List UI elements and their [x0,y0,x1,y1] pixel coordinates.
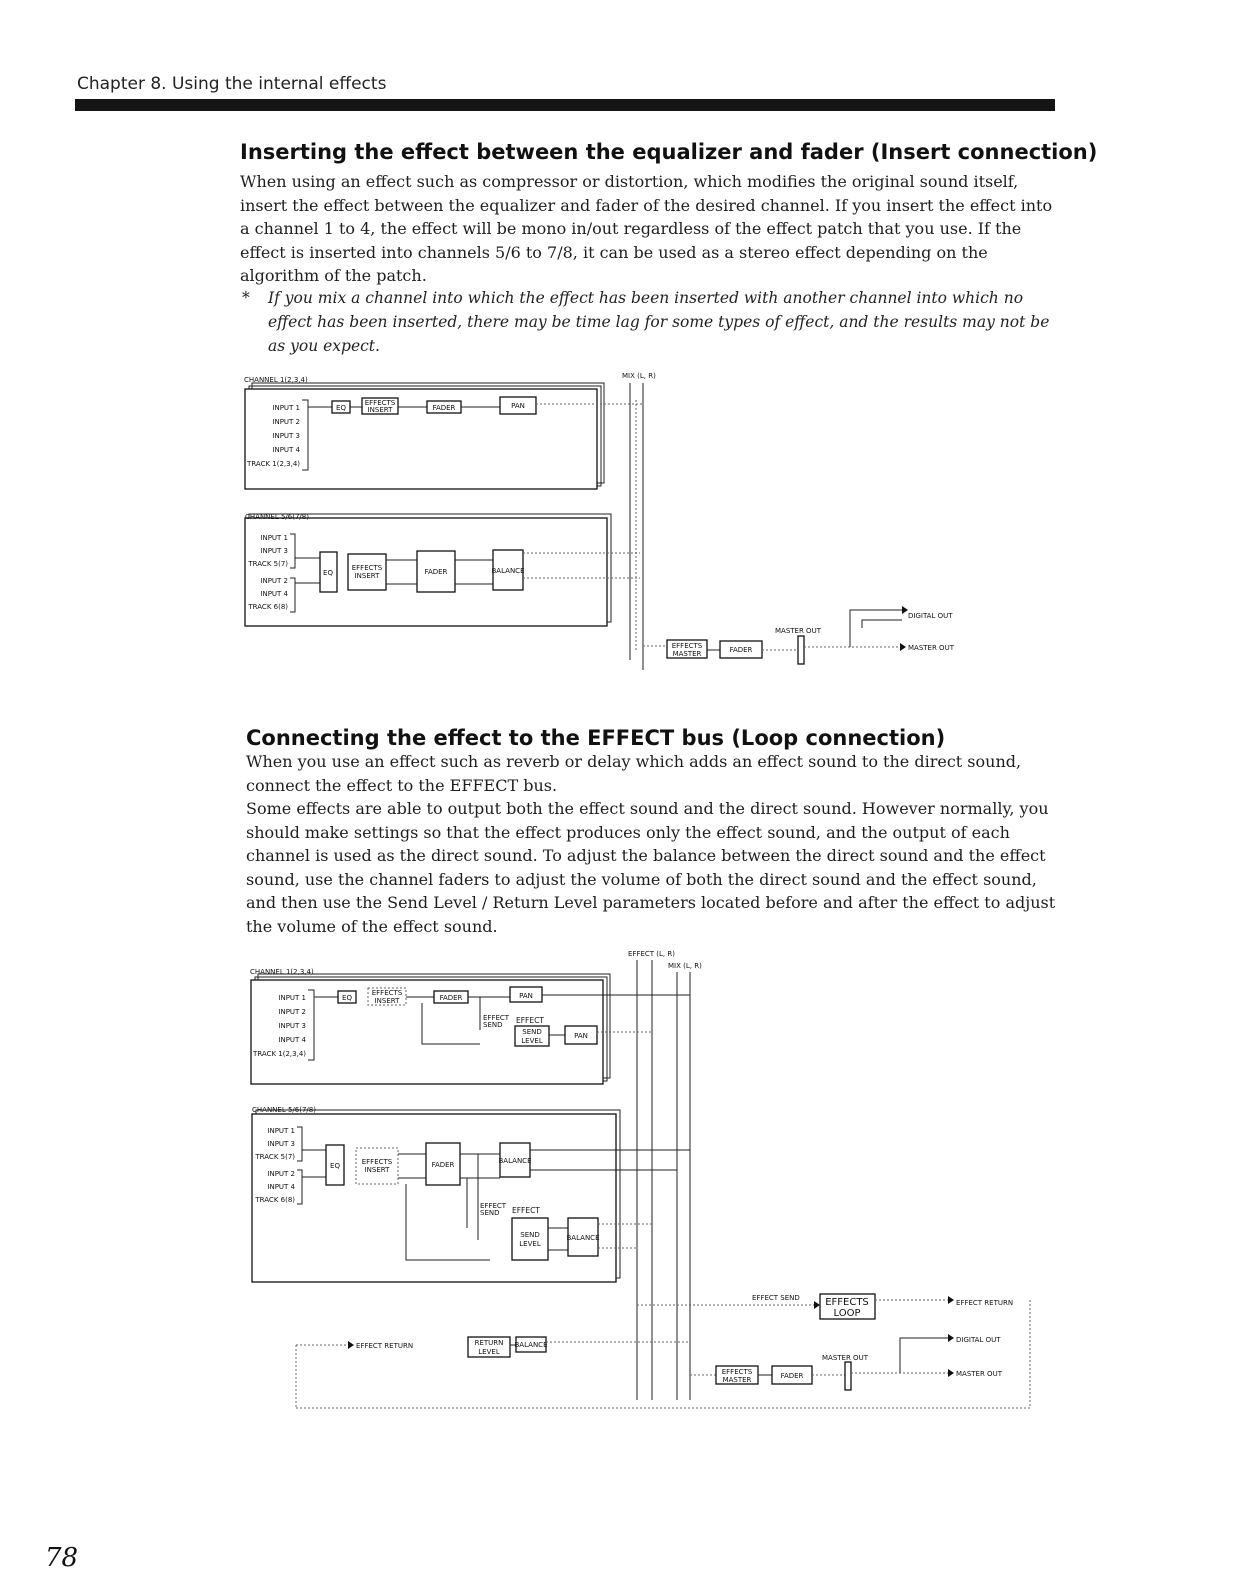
insert-heading: Inserting the effect between the equalizer and fader (Insert connection) [240,140,1098,164]
diagram2-send-level-stereo: SEND [520,1231,540,1239]
svg-text:SEND: SEND [480,1209,500,1217]
diagram1-digital-out: DIGITAL OUT [908,612,953,620]
diagram2-pan-send: PAN [574,1032,588,1040]
svg-text:INSERT: INSERT [364,1166,390,1174]
diagram2-master-out-label: MASTER OUT [822,1354,868,1362]
diagram2-effects-master: EFFECTS [721,1368,753,1376]
diagram2-effect-return-in: EFFECT RETURN [356,1342,414,1350]
diagram2-input-label: INPUT 3 [267,1140,295,1148]
svg-text:LEVEL: LEVEL [521,1037,543,1045]
diagram2-input-label: INPUT 4 [267,1183,295,1191]
diagram2-input-label: INPUT 3 [278,1022,306,1030]
diagram2-effect-bus-label: EFFECT (L, R) [628,950,675,958]
diagram1-fader-block: FADER [432,404,456,412]
svg-text:MASTER: MASTER [722,1376,752,1384]
diagram2-input-label: INPUT 2 [278,1008,306,1016]
loop-heading: Connecting the effect to the EFFECT bus (Loop connection) [246,726,946,750]
diagram2-master-section [690,1334,1003,1390]
diagram1-effects-insert-block: EFFECTS [364,399,396,407]
diagram2-mix-bus-label: MIX (L, R) [668,962,702,970]
svg-text:LEVEL: LEVEL [478,1348,500,1356]
loop-body-1: When you use an effect such as reverb or delay which adds an effect sound to the direct sound, connect the effect to the EFFECT bus. [246,752,1022,795]
diagram1-input-label: INPUT 1 [260,534,288,542]
diagram2-return-balance: BALANCE [514,1341,548,1349]
diagram2-eq-stereo: EQ [330,1162,340,1170]
diagram2-fader-stereo: FADER [431,1161,455,1169]
diagram2-effects-loop: EFFECTS [825,1297,869,1308]
diagram2-fader-block: FADER [439,994,463,1002]
diagram1-channel-1-title: CHANNEL 1(2,3,4) [244,376,308,384]
svg-text:MASTER: MASTER [672,650,702,658]
diagram1-input-label: INPUT 3 [260,547,288,555]
diagram1-input-label: INPUT 3 [272,432,300,440]
diagram1-effects-insert-stereo: EFFECTS [351,564,383,572]
diagram2-pan-block: PAN [519,992,533,1000]
diagram1-eq-block-stereo: EQ [323,569,333,577]
diagram2-effects-insert: EFFECTS [371,989,403,997]
diagram1-balance-block: BALANCE [491,567,525,575]
diagram2-master-fader: FADER [780,1372,804,1380]
note-text: If you mix a channel into which the effect has been inserted with another channel into which no effect has been inserted, there may be time lag for some types of effect, and the results may not be as you expect. [268,289,1050,355]
diagram1-input-label: INPUT 1 [272,404,300,412]
diagram1-master-fader: FADER [729,646,753,654]
diagram1-input-label: INPUT 2 [272,418,300,426]
svg-text:SEND: SEND [483,1021,503,1029]
diagram2-eq-block: EQ [342,994,352,1002]
diagram1-input-label: INPUT 4 [272,446,300,454]
diagram1-master-out-label: MASTER OUT [775,627,821,635]
diagram1-pan-block: PAN [511,402,525,410]
diagram1-fader-stereo: FADER [424,568,448,576]
diagram1-master-out: MASTER OUT [908,644,954,652]
svg-text:INSERT: INSERT [374,997,400,1005]
svg-text:INSERT: INSERT [367,406,393,414]
diagram2-channel-1-title: CHANNEL 1(2,3,4) [250,968,314,976]
diagram2-balance: BALANCE [498,1157,532,1165]
diagram2-effect-send-switch-stereo: EFFECT [480,1202,507,1210]
diagram1-input-label: TRACK 6(8) [248,603,288,611]
diagram1-input-label: INPUT 4 [260,590,288,598]
diagram2-effect-send-out: EFFECT SEND [752,1294,800,1302]
diagram2-send-level: SEND [522,1028,542,1036]
diagram2-input-label: INPUT 4 [278,1036,306,1044]
svg-text:LEVEL: LEVEL [519,1240,541,1248]
diagram2-effect-label-stereo: EFFECT [512,1206,540,1215]
note-marker: * [242,289,250,307]
diagram2-input-label: TRACK 1(2,3,4) [253,1050,306,1058]
diagram2-effects-insert-stereo: EFFECTS [361,1158,393,1166]
diagram2-balance-send: BALANCE [566,1234,600,1242]
loop-body-2: Some effects are able to output both the effect sound and the direct sound. However normally, you should make settings so that the effect produces only the effect sound, and the output of each channel is used as the direct sound. To adjust the balance between the direct sound and the effect sound, use the channel faders to adjust the volume of both the direct sound and the effect sound, and then use the Send Level / Return Level parameters located before and after the effect to adjust the volume of the effect sound. [246,799,1056,936]
diagram2-master-out: MASTER OUT [956,1370,1002,1378]
diagram1-effects-master: EFFECTS [671,642,703,650]
page-number: 78 [45,1543,79,1573]
diagram2-effect-label: EFFECT [516,1016,544,1025]
diagram2-input-label: TRACK 6(8) [255,1196,295,1204]
diagram1-mix-bus-label: MIX (L, R) [622,372,656,380]
svg-text:LOOP: LOOP [833,1308,861,1319]
svg-text:INSERT: INSERT [354,572,380,580]
diagram1-input-label: TRACK 5(7) [248,560,288,568]
diagram2-channel-1 [250,968,690,1084]
diagram2-effect-send-switch: EFFECT [483,1014,510,1022]
diagram2-effect-loop [296,1294,1030,1408]
diagram1-input-label: INPUT 2 [260,577,288,585]
diagram1-channel-2-title: CHANNEL 5/6(7/8) [245,513,309,521]
diagram1-input-label: TRACK 1(2,3,4) [247,460,300,468]
diagram2-effect-return-out: EFFECT RETURN [956,1299,1014,1307]
diagram1-eq-block: EQ [336,404,346,412]
diagram2-channel-2-title: CHANNEL 5/6(7/8) [252,1106,316,1114]
diagram2-channel-5-6 [252,1106,690,1282]
diagram2-input-label: INPUT 1 [267,1127,295,1135]
diagram2-input-label: INPUT 1 [278,994,306,1002]
diagram2-return-level: RETURN [474,1339,504,1347]
diagram2-input-label: TRACK 5(7) [255,1153,295,1161]
chapter-header: Chapter 8. Using the internal effects [77,74,387,94]
diagram2-digital-out: DIGITAL OUT [956,1336,1001,1344]
diagram2-input-label: INPUT 2 [267,1170,295,1178]
insert-body: When using an effect such as compressor or distortion, which modifies the original sound itself, insert the effect between the equalizer and fader of the desired channel. If you insert the effect into a channel 1 to 4, the effect will be mono in/out regardless of the effect patch that you use. If the effect is inserted into channels 5/6 to 7/8, it can be used as a stereo effect depending on the algorithm of the patch. [240,172,1053,285]
